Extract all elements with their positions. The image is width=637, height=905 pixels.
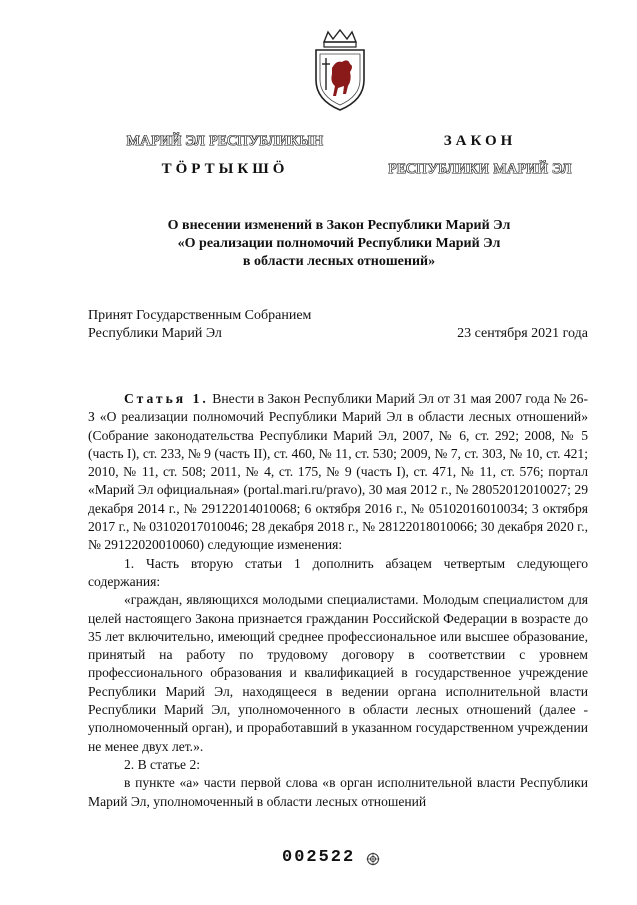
article-paragraph-1: 1. Часть вторую статьи 1 дополнить абзацем четвертым следующего содержания: <box>88 555 588 589</box>
article-label: Статья 1. <box>124 391 209 406</box>
adopted-by-line2: Республики Марий Эл <box>88 326 222 341</box>
adopted-by-line1: Принят Государственным Собранием <box>88 308 312 323</box>
law-title-line3: в области лесных отношений» <box>242 254 436 269</box>
adoption-date: 23 сентября 2021 года <box>457 326 588 341</box>
header-left-line2: ТӦРТЫКШӦ <box>161 161 289 177</box>
article-paragraph-2: «граждан, являющихся молодыми специалистами. Молодым специалистом для целей настоящего Закона признается гражданин Российской Федерации в возрасте до 35 лет включительно, имеющий среднее профессиональное или высшее образование, принятый на работу по трудовому договору в соответствии с уровнем профессионального образования и квалификацией в государственное учреждение Республики Марий Эл, находящееся в ведении органа исполнительной власти Республики Марий Эл, уполномоченного в области лесных отношений (далее - уполномоченный орган), и проработавший в указанном государственном учреждении не менее двух лет.». <box>88 592 588 754</box>
header-left-line1: МАРИЙ ЭЛ РЕСПУБЛИКЫН <box>126 133 324 149</box>
article-body <box>88 390 588 811</box>
law-title-line2: «О реализации полномочий Республики Марий Эл <box>177 236 501 251</box>
article-intro-text: Внести в Закон Республики Марий Эл от 31 мая 2007 года № 26-З «О реализации полномочий Республики Марий Эл в области лесных отношений» (Собрание законодательства Республики Марий Эл, 2007, № 6, ст. 292; 2008, № 5 (часть I), ст. 233, № 9 (часть II), ст. 460, № 11, ст. 530; 2009, № 7, ст. 303, № 10, ст. 421; 2010, № 11, ст. 508; 2011, № 4, ст. 175, № 9 (часть I), ст. 471, № 11, ст. 576; портал «Марий Эл официальная» (portal.mari.ru/pravo), 30 мая 2012 г., № 28052012010027; 29 декабря 2014 г., № 29122014010068; 6 октября 2016 г., № 05102016010034; 3 октября 2017 г., № 03102017010046; 28 декабря 2018 г., № 28122018010066; 30 декабря 2020 г., № 29122020010060) следующие изменения: <box>88 391 588 553</box>
article-paragraph-3: 2. В статье 2: <box>124 756 201 772</box>
header-right-line2: РЕСПУБЛИКИ МАРИЙ ЭЛ <box>388 161 572 177</box>
header-mari <box>100 127 350 183</box>
adoption-block <box>88 307 588 343</box>
header-right-line1: ЗАКОН <box>443 133 517 149</box>
serial-number: 002522 <box>282 848 356 867</box>
coat-of-arms-icon <box>310 28 370 112</box>
article-paragraph-4: в пункте «а» части первой слова «в орган исполнительной власти Республики Марий Эл, уполномоченный в области лесных отношений <box>88 775 588 809</box>
article-intro-paragraph <box>88 390 588 555</box>
law-title <box>60 217 618 271</box>
header-russian <box>360 127 600 183</box>
law-title-line1: О внесении изменений в Закон Республики Марий Эл <box>167 218 511 233</box>
rosette-icon <box>366 852 380 866</box>
